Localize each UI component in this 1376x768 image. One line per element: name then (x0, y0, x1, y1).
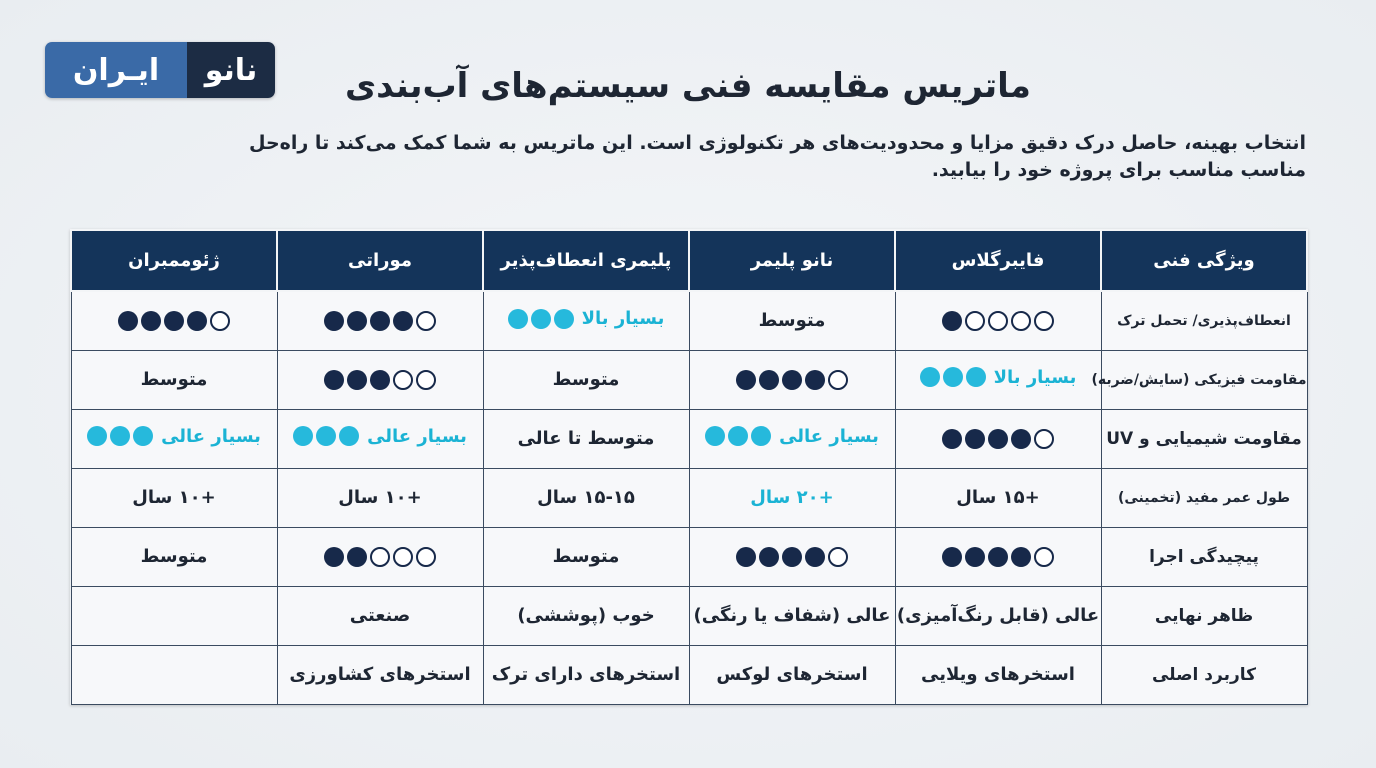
feature-label: کاربرد اصلی (1101, 645, 1307, 704)
empty-dot-icon (393, 370, 413, 390)
filled-dot-icon (736, 547, 756, 567)
filled-dot-icon (118, 311, 138, 331)
table-header-row (71, 230, 1307, 291)
table-row (71, 350, 1307, 409)
empty-dot-icon (828, 370, 848, 390)
table-cell (895, 409, 1101, 468)
table-body (71, 291, 1307, 704)
filled-dot-icon (965, 429, 985, 449)
table-cell (71, 527, 277, 586)
filled-dot-icon (1011, 429, 1031, 449)
table-cell (277, 409, 483, 468)
column-header: موراتی (277, 230, 483, 291)
cell-text: عالی (شفاف یا رنگی) (693, 605, 891, 626)
filled-dot-icon (782, 370, 802, 390)
filled-dot-icon (347, 311, 367, 331)
cell-text: ۱۵-۱۵ سال (537, 487, 635, 508)
highlight-text: بسیار بالا (993, 366, 1077, 388)
empty-dot-icon (1034, 311, 1054, 331)
cyan-dot-icon (966, 367, 986, 387)
cell-text: متوسط (552, 546, 620, 567)
highlight-text: بسیار بالا (581, 308, 665, 329)
filled-dot-icon (324, 370, 344, 390)
cell-text: متوسط (758, 310, 826, 332)
filled-dot-icon (942, 429, 962, 449)
table-cell (689, 527, 895, 586)
logo-part2: ایـران (45, 42, 187, 98)
cyan-dot-icon (339, 426, 359, 446)
rating-dots (942, 311, 1054, 331)
empty-dot-icon (1011, 311, 1031, 331)
table-cell (277, 350, 483, 409)
filled-dot-icon (324, 547, 344, 567)
table-cell (71, 586, 277, 645)
highlight-text: بسیار عالی (779, 425, 879, 447)
table-cell (689, 586, 895, 645)
cyan-dot-icon (531, 309, 551, 329)
table-cell (71, 645, 277, 704)
feature-label: ظاهر نهایی (1101, 586, 1307, 645)
table-cell (71, 409, 277, 468)
table-cell (71, 291, 277, 350)
feature-label: مقاومت فیزیکی (سایش/ضربه) (1101, 350, 1307, 409)
table-cell (895, 527, 1101, 586)
table-cell (277, 291, 483, 350)
cell-text: استخرهای دارای ترک (491, 664, 681, 685)
table-cell (71, 468, 277, 527)
cyan-dot-icon (554, 309, 574, 329)
empty-dot-icon (416, 547, 436, 567)
cell-text: +۱۰ سال (338, 487, 422, 508)
rating-dots (736, 547, 848, 567)
cell-text: صنعتی (349, 605, 411, 626)
cell-text: متوسط (140, 546, 208, 567)
cell-text: عالی (قابل رنگ‌آمیزی) (896, 605, 1100, 626)
highlight-text: بسیار عالی (161, 425, 261, 447)
logo-part1: نانو (187, 42, 275, 98)
table-cell (277, 586, 483, 645)
cyan-dot-icon (293, 426, 313, 446)
column-header: نانو پلیمر (689, 230, 895, 291)
cyan-dot-icon (943, 367, 963, 387)
table-cell (483, 350, 689, 409)
cyan-dot-icon (316, 426, 336, 446)
rating-dots (118, 311, 230, 331)
filled-dot-icon (370, 370, 390, 390)
feature-label: مقاومت شیمیایی و UV (1101, 409, 1307, 468)
table-cell (483, 291, 689, 350)
cell-text: متوسط (552, 369, 620, 390)
cell-text: متوسط تا عالی (517, 428, 655, 449)
filled-dot-icon (164, 311, 184, 331)
table-cell (689, 645, 895, 704)
comparison-table (70, 229, 1308, 705)
feature-label: پیچیدگی اجرا (1101, 527, 1307, 586)
empty-dot-icon (988, 311, 1008, 331)
table-cell (483, 527, 689, 586)
page-subtitle: انتخاب بهینه، حاصل درک دقیق مزایا و محدودیت‌های هر تکنولوژی است. این ماتریس به شما کمک می‌کند تا راه‌حل مناسب مناسب برای پروژه خود را بیابید. (249, 132, 1306, 181)
filled-dot-icon (324, 311, 344, 331)
table-row (71, 291, 1307, 350)
table-cell (689, 350, 895, 409)
rating-dots (736, 370, 848, 390)
empty-dot-icon (1034, 429, 1054, 449)
cell-text: خوب (پوششی) (517, 605, 655, 626)
empty-dot-icon (393, 547, 413, 567)
rating-dots (324, 547, 436, 567)
table-cell (895, 291, 1101, 350)
cyan-dot-icon (508, 309, 528, 329)
empty-dot-icon (370, 547, 390, 567)
column-header: پلیمری انعطاف‌پذیر (483, 230, 689, 291)
column-header: فایبرگلاس (895, 230, 1101, 291)
table-cell (277, 468, 483, 527)
table-cell (277, 527, 483, 586)
column-header: ویژگی فنی (1101, 230, 1307, 291)
cyan-dot-icon (705, 426, 725, 446)
cell-text: استخرهای لوکس (716, 664, 868, 685)
empty-dot-icon (210, 311, 230, 331)
cell-text: استخرهای کشاورزی (289, 664, 471, 685)
table-row (71, 468, 1307, 527)
feature-label: انعطاف‌پذیری/ تحمل ترک (1101, 291, 1307, 350)
highlight-dots (87, 426, 153, 446)
empty-dot-icon (965, 311, 985, 331)
highlight-dots (920, 367, 986, 387)
cell-text: +۲۰ سال (750, 487, 834, 508)
rating-dots (942, 547, 1054, 567)
cyan-dot-icon (87, 426, 107, 446)
empty-dot-icon (1034, 547, 1054, 567)
table-cell (895, 645, 1101, 704)
empty-dot-icon (828, 547, 848, 567)
table-row (71, 586, 1307, 645)
empty-dot-icon (416, 311, 436, 331)
filled-dot-icon (393, 311, 413, 331)
highlight-text: بسیار عالی (367, 425, 467, 447)
filled-dot-icon (759, 370, 779, 390)
rating-dots (942, 429, 1054, 449)
filled-dot-icon (759, 547, 779, 567)
filled-dot-icon (965, 547, 985, 567)
cell-text: استخرهای ویلایی (921, 664, 1075, 685)
filled-dot-icon (782, 547, 802, 567)
table-cell (689, 409, 895, 468)
cyan-dot-icon (920, 367, 940, 387)
cyan-dot-icon (110, 426, 130, 446)
filled-dot-icon (187, 311, 207, 331)
table-cell (895, 350, 1101, 409)
cell-text: متوسط (140, 369, 208, 390)
table-cell (71, 350, 277, 409)
filled-dot-icon (347, 370, 367, 390)
rating-dots (324, 370, 436, 390)
filled-dot-icon (347, 547, 367, 567)
cell-text: +۱۵ سال (956, 487, 1040, 508)
table-cell (895, 586, 1101, 645)
table-row (71, 645, 1307, 704)
highlight-dots (508, 309, 574, 329)
page-title: ماتریس مقایسه فنی سیستم‌های آب‌بندی (345, 66, 1031, 106)
table-cell (483, 468, 689, 527)
filled-dot-icon (805, 370, 825, 390)
rating-dots (324, 311, 436, 331)
table-cell (689, 468, 895, 527)
filled-dot-icon (1011, 547, 1031, 567)
table-cell (483, 409, 689, 468)
filled-dot-icon (942, 311, 962, 331)
cell-text: +۱۰ سال (132, 487, 216, 508)
filled-dot-icon (988, 547, 1008, 567)
table-row (71, 527, 1307, 586)
highlight-dots (293, 426, 359, 446)
table-row (71, 409, 1307, 468)
empty-dot-icon (416, 370, 436, 390)
filled-dot-icon (736, 370, 756, 390)
feature-label: طول عمر مفید (تخمینی) (1101, 468, 1307, 527)
highlight-dots (705, 426, 771, 446)
table-cell (277, 645, 483, 704)
table-cell (483, 586, 689, 645)
filled-dot-icon (988, 429, 1008, 449)
filled-dot-icon (942, 547, 962, 567)
filled-dot-icon (141, 311, 161, 331)
cyan-dot-icon (728, 426, 748, 446)
cyan-dot-icon (133, 426, 153, 446)
table-cell (483, 645, 689, 704)
column-header: ژئوممبران (71, 230, 277, 291)
filled-dot-icon (805, 547, 825, 567)
table-cell (895, 468, 1101, 527)
cyan-dot-icon (751, 426, 771, 446)
filled-dot-icon (370, 311, 390, 331)
table-cell (689, 291, 895, 350)
